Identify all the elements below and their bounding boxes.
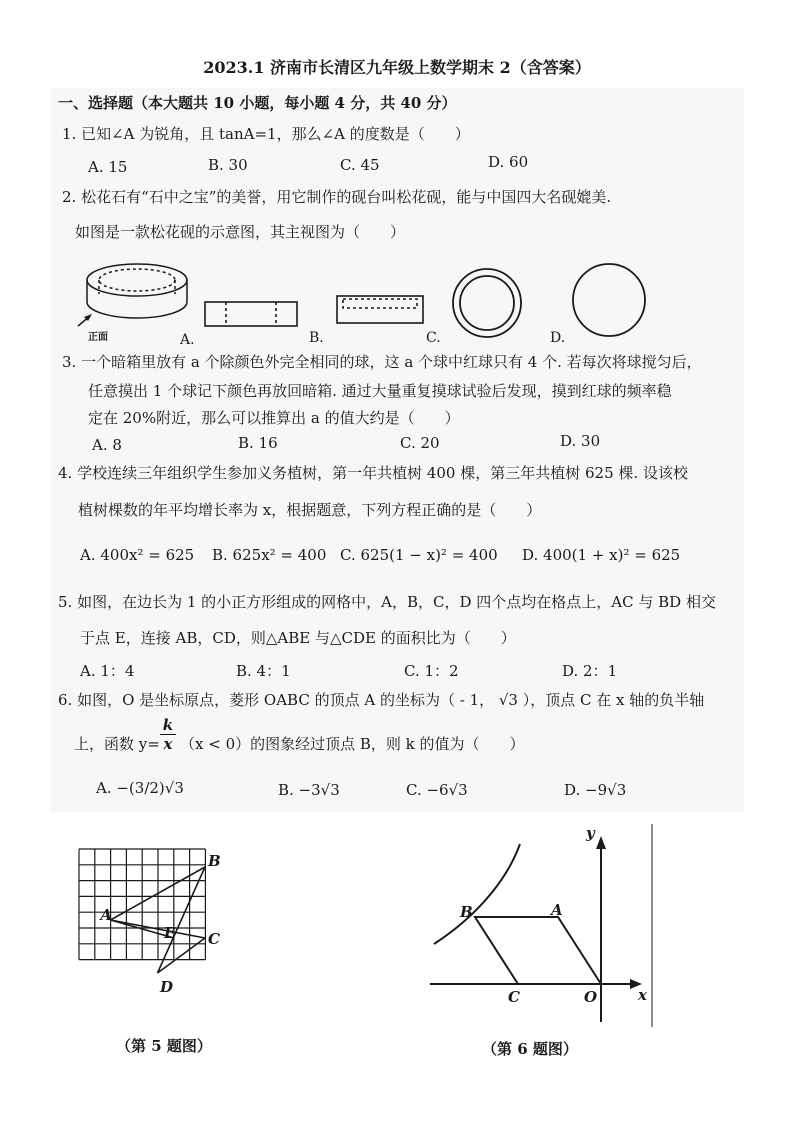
fig5-label-d: D xyxy=(160,978,174,996)
front-label: 正面 xyxy=(88,332,108,343)
q5-option-c: C. 1：2 xyxy=(404,662,459,680)
option-c-figure xyxy=(453,269,521,337)
fig5-label-a: A xyxy=(100,906,112,924)
q4-line1: 4. 学校连续三年组织学生参加义务植树，第一年共植树 400 棵，第三年共植树 625 棵. 设该校 xyxy=(58,464,688,482)
q3-line2: 任意摸出 1 个球记下颜色再放回暗箱. 通过大量重复摸球试验后发现，摸到红球的频率稳 xyxy=(88,382,672,400)
q2-stem-line2: 如图是一款松花砚的示意图，其主视图为（ ） xyxy=(75,223,406,241)
q3-line1: 3. 一个暗箱里放有 a 个除颜色外完全相同的球，这 a 个球中红球只有 4 个. 若每次将球搅匀后， xyxy=(62,353,702,371)
page-title: 2023.1 济南市长清区九年级上数学期末 2（含答案） xyxy=(203,58,591,77)
q1-option-c: C. 45 xyxy=(340,156,380,174)
q5-option-a: A. 1：4 xyxy=(80,662,135,680)
q1-option-a: A. 15 xyxy=(88,158,128,176)
q6-option-b: B. −3√3 xyxy=(278,781,340,799)
inkstone-illustration xyxy=(87,264,187,318)
fig6-label-a: A xyxy=(551,901,563,919)
q3-option-b: B. 16 xyxy=(238,434,278,452)
q2-option-b: B. xyxy=(309,330,324,346)
fig6-label-y: y xyxy=(586,824,595,842)
fig5-grid xyxy=(79,849,205,960)
fig6-label-x: x xyxy=(638,986,647,1004)
q2-stem-line1: 2. 松花石有“石中之宝”的美誉，用它制作的砚台叫松花砚，能与中国四大名砚媲美. xyxy=(62,188,612,206)
q2-option-a: A. xyxy=(180,332,195,348)
q4-option-a: A. 400x² = 625 xyxy=(80,546,195,564)
q3-option-a: A. 8 xyxy=(92,436,122,454)
q5-option-b: B. 4：1 xyxy=(236,662,291,680)
q1-option-d: D. 60 xyxy=(488,153,529,171)
fig6-label-o: O xyxy=(584,988,598,1006)
q6-frac-numerator: k xyxy=(160,716,176,735)
fig6-hyperbola-curve xyxy=(434,844,520,944)
option-b-figure xyxy=(337,296,423,323)
q4-option-d: D. 400(1 + x)² = 625 xyxy=(522,546,681,564)
q6-option-c: C. −6√3 xyxy=(406,781,468,799)
q3-line3: 定在 20%附近，那么可以推算出 a 的值大约是（ ） xyxy=(88,409,460,427)
q6-line2-suffix: （x < 0）的图象经过顶点 B，则 k 的值为（ ） xyxy=(180,735,525,753)
q5-line1: 5. 如图，在边长为 1 的小正方形组成的网格中，A，B，C，D 四个点均在格点上，AC 与 BD 相交 xyxy=(58,593,716,611)
q6-option-d: D. −9√3 xyxy=(564,781,627,799)
fig6-rhombus xyxy=(475,917,601,984)
fig6-label-c: C xyxy=(508,988,520,1006)
q1-option-b: B. 30 xyxy=(208,156,248,174)
q6-option-a: A. −(3/2)√3 xyxy=(96,779,184,797)
fig6-axes xyxy=(430,840,640,1022)
section-heading: 一、选择题（本大题共 10 小题，每小题 4 分，共 40 分） xyxy=(58,94,457,112)
y-axis-arrow xyxy=(596,836,606,849)
q2-option-c: C. xyxy=(426,330,441,346)
q5-line2: 于点 E，连接 AB，CD，则△ABE 与△CDE 的面积比为（ ） xyxy=(80,629,516,647)
q6-frac-denominator: x xyxy=(163,735,173,753)
q4-option-b: B. 625x² = 400 xyxy=(212,546,327,564)
fig5-label-b: B xyxy=(208,852,221,870)
q2-option-d: D. xyxy=(550,330,566,346)
q5-option-d: D. 2：1 xyxy=(562,662,618,680)
q6-line1: 6. 如图，O 是坐标原点，菱形 OABC 的顶点 A 的坐标为（ - 1， √3 ），顶点 C 在 x 轴的负半轴 xyxy=(58,691,705,709)
fig5-label-e: E xyxy=(164,924,176,942)
fig6-label-b: B xyxy=(460,903,473,921)
front-arrow xyxy=(78,314,92,326)
q4-option-c: C. 625(1 − x)² = 400 xyxy=(340,546,498,564)
fig5-grid-figure xyxy=(72,838,252,1008)
option-d-figure xyxy=(573,264,645,336)
fig6-coordinate-figure xyxy=(420,822,670,1027)
q4-line2: 植树棵数的年平均增长率为 x，根据题意，下列方程正确的是（ ） xyxy=(78,501,542,519)
option-a-figure xyxy=(205,302,297,326)
q3-option-d: D. 30 xyxy=(560,432,601,450)
q6-line2-prefix: 上，函数 y= xyxy=(74,735,160,753)
q3-option-c: C. 20 xyxy=(400,434,440,452)
fig5-caption: （第 5 题图） xyxy=(116,1037,212,1055)
fig6-caption: （第 6 题图） xyxy=(482,1040,578,1058)
fig5-label-c: C xyxy=(208,930,220,948)
q1-stem: 1. 已知∠A 为锐角，且 tanA=1，那么∠A 的度数是（ ） xyxy=(62,125,470,143)
q2-figures xyxy=(72,258,672,348)
q6-fraction xyxy=(160,716,176,753)
